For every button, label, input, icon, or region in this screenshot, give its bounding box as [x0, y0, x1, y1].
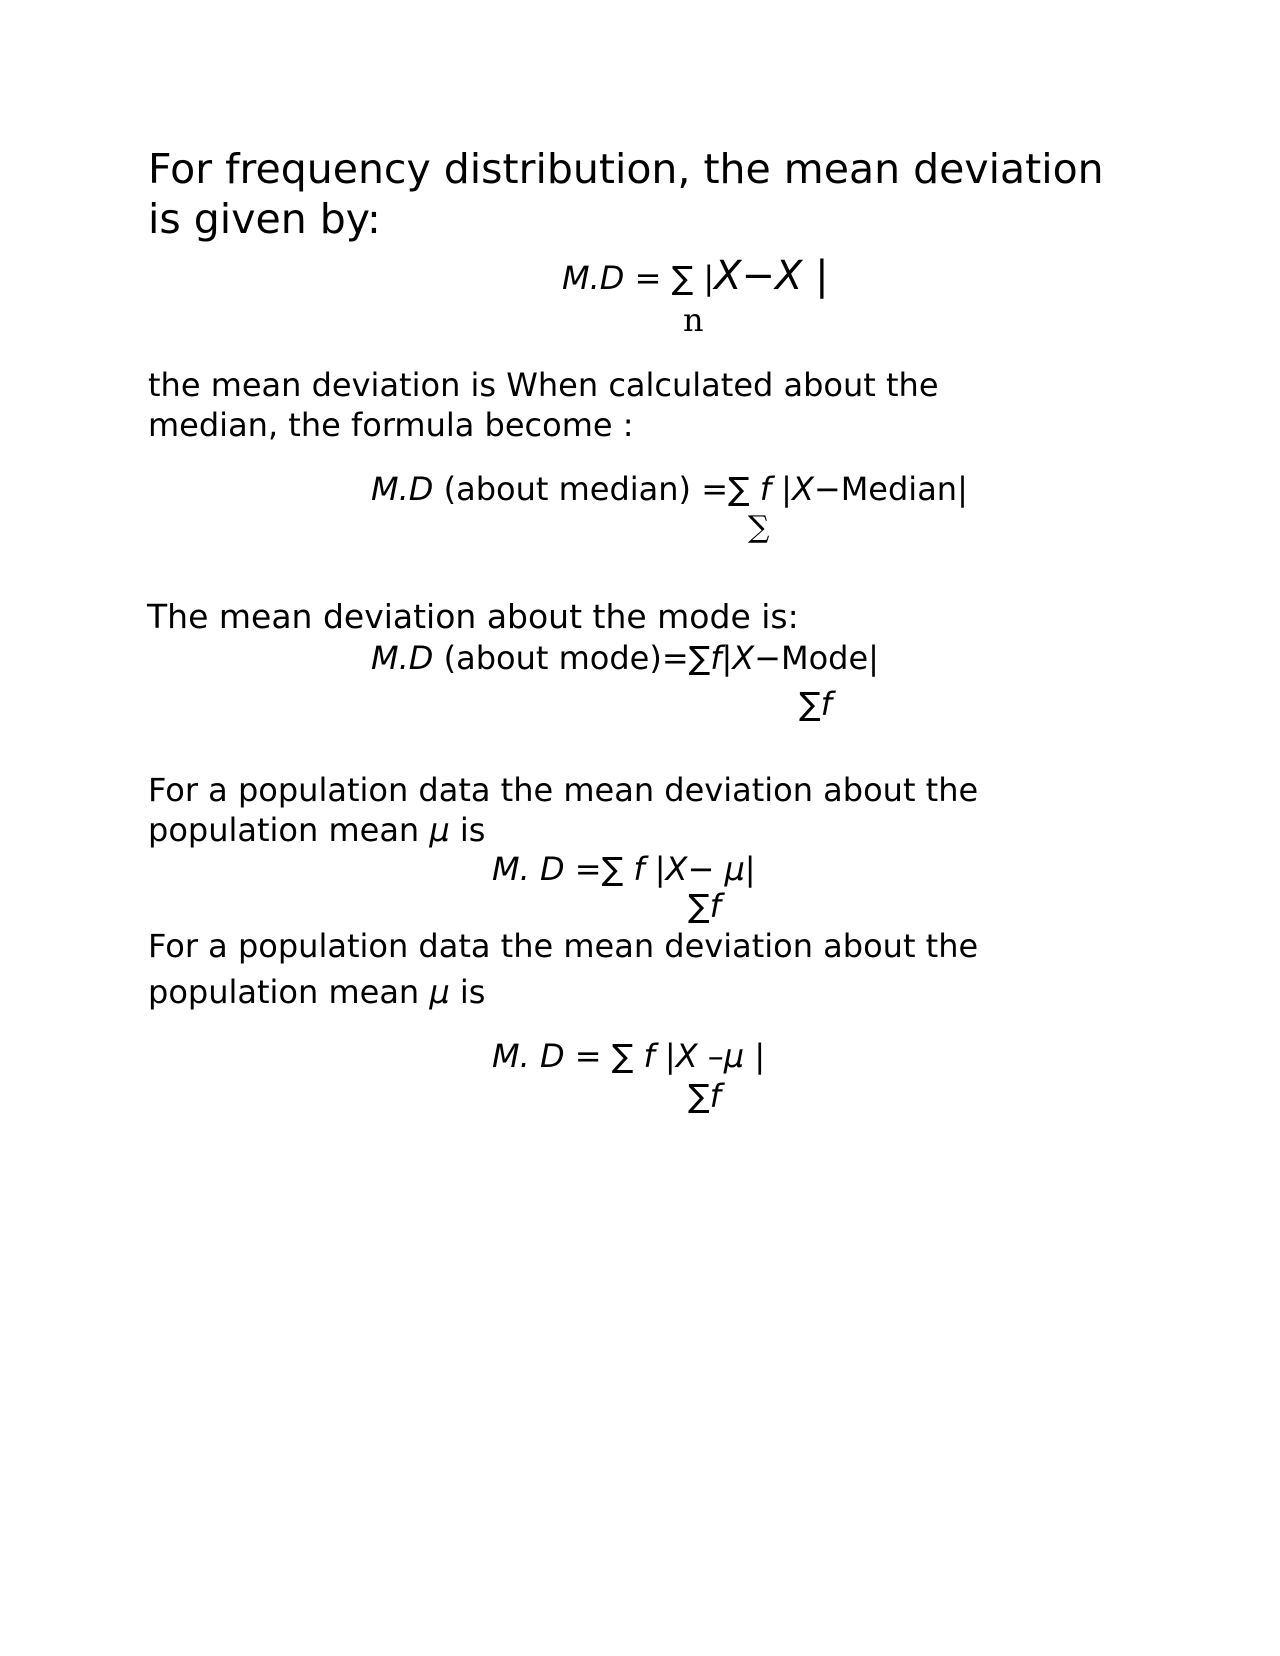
formula-about-mode-label: (about mode)=∑: [433, 639, 711, 677]
text-population-suffix: is: [449, 811, 486, 849]
heading-frequency-distribution-line1: For frequency distribution, the mean deviation: [148, 145, 1104, 193]
text-median-line2: median, the formula become :: [148, 406, 634, 444]
formula-mode-denominator: [799, 684, 832, 724]
formula-median-denominator: ∑: [748, 510, 770, 545]
formula-equals-sigma: =∑: [564, 850, 634, 888]
mu-symbol: μ: [429, 811, 450, 849]
formula-x: X: [675, 1037, 698, 1075]
formula-md-symbol: M.D: [562, 259, 625, 297]
formula-f: f: [709, 1077, 721, 1115]
formula-mu: μ: [723, 1037, 745, 1075]
formula-population-denominator: [688, 886, 721, 926]
heading-mean-deviation-mode: The mean deviation about the mode is:: [147, 597, 799, 636]
formula-x: X: [732, 639, 755, 677]
formula-f: f: [643, 1037, 655, 1075]
formula-abs-bar: |: [654, 1037, 676, 1075]
formula-f: f: [710, 639, 722, 677]
formula-abs-bar-end: |: [744, 850, 756, 888]
formula-abs-bar: |: [771, 470, 792, 508]
formula-population-denominator-repeat: [688, 1076, 721, 1116]
formula-minus: −: [687, 850, 725, 888]
formula-f: f: [709, 887, 721, 925]
formula-equals-sigma: = ∑: [624, 259, 704, 297]
heading-frequency-distribution-line2: is given by:: [148, 195, 381, 243]
text-median-line1: the mean deviation is When calculated about the: [148, 366, 939, 404]
formula-abs-bar: |: [721, 639, 733, 677]
formula-x: X: [791, 470, 814, 508]
formula-about-mode: [371, 638, 879, 678]
formula-abs-bar-end: |: [744, 1037, 766, 1075]
text-population-line2: [148, 810, 485, 850]
formula-sigma: ∑: [799, 685, 821, 723]
formula-f: f: [633, 850, 645, 888]
text-population-suffix: is: [449, 973, 486, 1011]
formula-md-symbol: M.D: [371, 639, 434, 677]
formula-md-symbol: M. D: [492, 850, 565, 888]
formula-population-mean-repeat: [492, 1036, 765, 1076]
formula-x: X: [665, 850, 688, 888]
formula-abs-bar-end: |: [802, 253, 829, 299]
formula-minus-mode: −Mode|: [754, 639, 879, 677]
formula-population-mean: [492, 849, 756, 889]
formula-mean-deviation: [562, 253, 829, 299]
formula-mu: μ: [724, 850, 745, 888]
formula-denominator-n: n: [683, 301, 704, 339]
text-population-prefix: population mean: [148, 973, 430, 1011]
formula-f: f: [820, 685, 832, 723]
formula-about-median-label: (about median) =∑: [433, 470, 760, 508]
formula-sigma: ∑: [688, 887, 710, 925]
text-population-prefix: population mean: [148, 811, 430, 849]
text-population-line1: For a population data the mean deviation about the: [148, 771, 979, 809]
formula-minus: –: [697, 1037, 724, 1075]
formula-x-minus-x: X−X: [714, 253, 803, 299]
formula-equals-sigma: = ∑: [564, 1037, 644, 1075]
formula-abs-bar: |: [703, 259, 715, 297]
formula-md-symbol: M.D: [371, 470, 434, 508]
text-population-repeat-line1: For a population data the mean deviation about the: [148, 927, 979, 965]
formula-md-symbol: M. D: [492, 1037, 565, 1075]
text-population-repeat-line2: [148, 972, 485, 1012]
formula-minus-median: −Median|: [813, 470, 968, 508]
formula-sigma: ∑: [688, 1077, 710, 1115]
formula-about-median: [371, 469, 968, 509]
formula-f: f: [759, 470, 771, 508]
formula-abs-bar: |: [644, 850, 666, 888]
mu-symbol: μ: [429, 973, 450, 1011]
